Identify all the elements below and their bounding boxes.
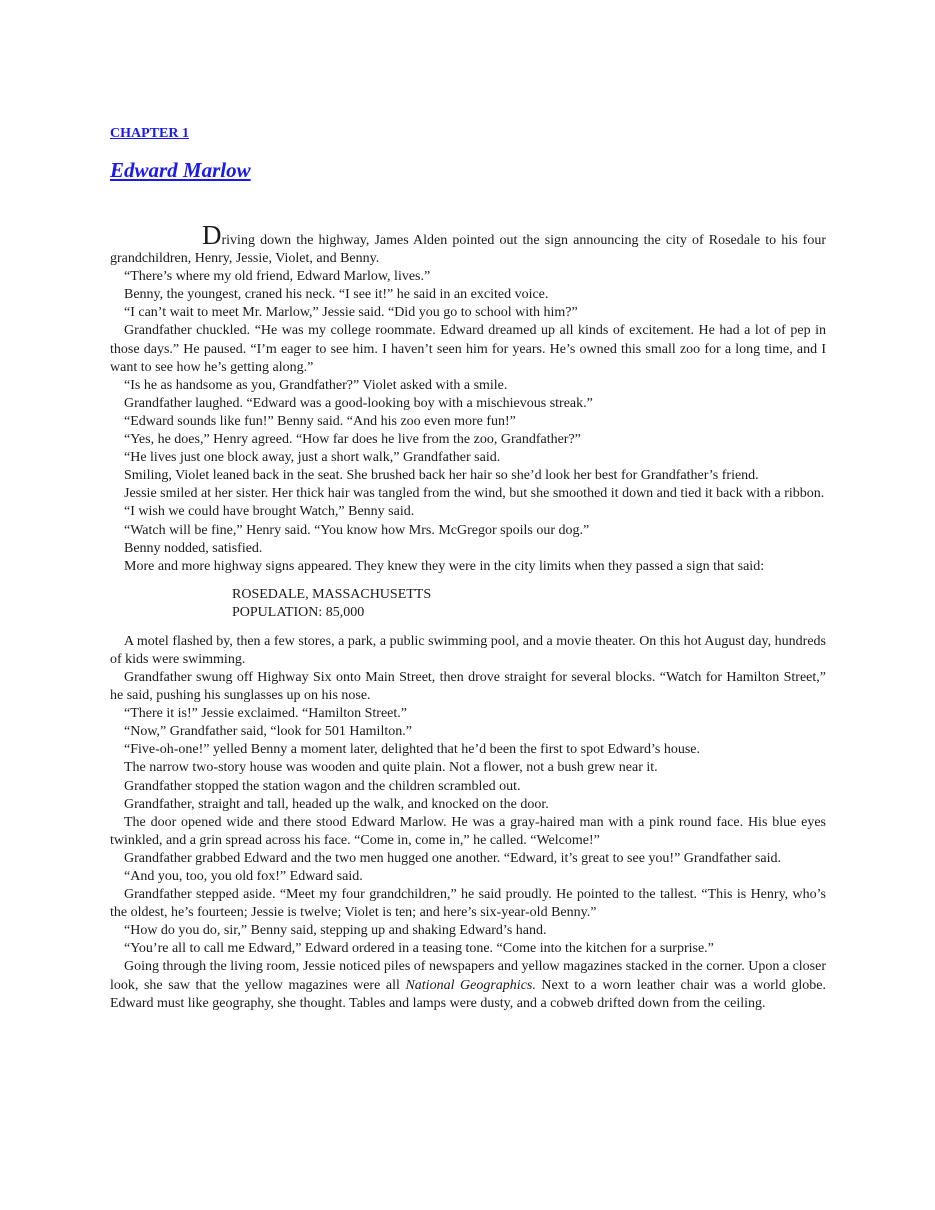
paragraph (110, 958, 826, 1012)
paragraph: Benny, the youngest, craned his neck. “I see it!” he said in an excited voice. (124, 287, 549, 303)
paragraph: “I wish we could have brought Watch,” Benny said. (124, 504, 415, 520)
paragraph: Grandfather grabbed Edward and the two men hugged one another. “Edward, it’s great to see you!” Grandfather said. (124, 850, 781, 866)
paragraph: Grandfather, straight and tall, headed up the walk, and knocked on the door. (124, 796, 549, 812)
paragraph: Jessie smiled at her sister. Her thick hair was tangled from the wind, but she smoothed it down and tied it back with a ribbon. (124, 486, 825, 502)
paragraph: The narrow two-story house was wooden and quite plain. Not a flower, not a bush grew near it. (124, 760, 658, 776)
paragraph: Benny nodded, satisfied. (124, 540, 263, 556)
paragraph: More and more highway signs appeared. They knew they were in the city limits when they passed a sign that said: (124, 558, 765, 574)
paragraph (110, 220, 826, 268)
paragraph: Grandfather swung off Highway Six onto Main Street, then drove straight for several blocks. “Watch for Hamilton Street,” he said, pushing his sunglasses up on his nose. (110, 669, 826, 704)
paragraph: “Now,” Grandfather said, “look for 501 Hamilton.” (124, 724, 412, 740)
magazine-title: National Geographics. (405, 977, 536, 993)
drop-cap: D (202, 220, 222, 250)
paragraph: “He lives just one block away, just a short walk,” Grandfather said. (124, 450, 501, 466)
paragraph: “You’re all to call me Edward,” Edward ordered in a teasing tone. “Come into the kitchen for a surprise.” (124, 941, 714, 957)
paragraph: “Watch will be fine,” Henry said. “You know how Mrs. McGregor spoils our dog.” (124, 522, 590, 538)
paragraph: Grandfather chuckled. “He was my college roommate. Edward dreamed up all kinds of excitement. He had a lot of pep in those days.” He paused. “I’m eager to see him. I haven’t seen him for years. He’s owned this small zoo for a long time, and I want to see how he’s getting along.” (110, 323, 826, 375)
paragraph: “Is he as handsome as you, Grandfather?” Violet asked with a smile. (124, 377, 508, 393)
road-sign-text (232, 586, 826, 623)
paragraph: “Five-oh-one!” yelled Benny a moment later, delighted that he’d been the first to spot Edward’s house. (124, 742, 700, 758)
chapter-body (110, 220, 826, 1013)
paragraph: Smiling, Violet leaned back in the seat. She brushed back her hair so she’d look her best for Grandfather’s friend. (124, 468, 759, 484)
paragraph-text: riving down the highway, James Alden pointed out the sign announcing the city of Rosedale to his four grandchildren, Henry, Jessie, Violet, and Benny. (110, 233, 826, 267)
paragraph: Grandfather laughed. “Edward was a good-looking boy with a mischievous streak.” (124, 395, 593, 411)
paragraph-text: Next to a worn leather chair was a world globe. Edward must like geography, she thought. Tables and lamps were dusty, and a cobweb drifted down from the ceiling. (110, 977, 826, 1011)
paragraph: “There it is!” Jessie exclaimed. “Hamilton Street.” (124, 706, 408, 722)
paragraph: “I can’t wait to meet Mr. Marlow,” Jessie said. “Did you go to school with him?” (124, 305, 578, 321)
paragraph-text: Going through the living room, Jessie noticed piles of newspapers and yellow magazines stacked in the corner. Upon a closer look, she saw that the yellow magazines were all (110, 959, 826, 993)
chapter-title-link[interactable]: Edward Marlow (110, 158, 251, 182)
paragraph: Grandfather stepped aside. “Meet my four grandchildren,” he said proudly. He pointed to the tallest. “This is Henry, who’s the oldest, he’s fourteen; Jessie is twelve; Violet is ten; and here’s six-year-old Benny.” (110, 887, 826, 921)
sign-line-population: POPULATION: 85,000 (232, 605, 365, 621)
paragraph: “Edward sounds like fun!” Benny said. “And his zoo even more fun!” (124, 413, 516, 429)
paragraph: “Yes, he does,” Henry agreed. “How far does he live from the zoo, Grandfather?” (124, 432, 581, 448)
sign-line-city: ROSEDALE, MASSACHUSETTS (232, 586, 432, 602)
paragraph: “And you, too, you old fox!” Edward said. (124, 869, 363, 884)
paragraph: “There’s where my old friend, Edward Marlow, lives.” (124, 269, 431, 285)
paragraph: A motel flashed by, then a few stores, a park, a public swimming pool, and a movie theater. On this hot August day, hundreds of kids were swimming. (110, 633, 826, 667)
paragraph: Grandfather stopped the station wagon and the children scrambled out. (124, 778, 521, 794)
paragraph: The door opened wide and there stood Edward Marlow. He was a gray-haired man with a pink round face. His blue eyes twinkled, and a grin spread across his face. “Come in, come in,” he called. “Welcome!” (110, 814, 826, 848)
chapter-label-link[interactable]: CHAPTER 1 (110, 126, 189, 141)
paragraph: “How do you do, sir,” Benny said, stepping up and shaking Edward’s hand. (124, 923, 547, 939)
